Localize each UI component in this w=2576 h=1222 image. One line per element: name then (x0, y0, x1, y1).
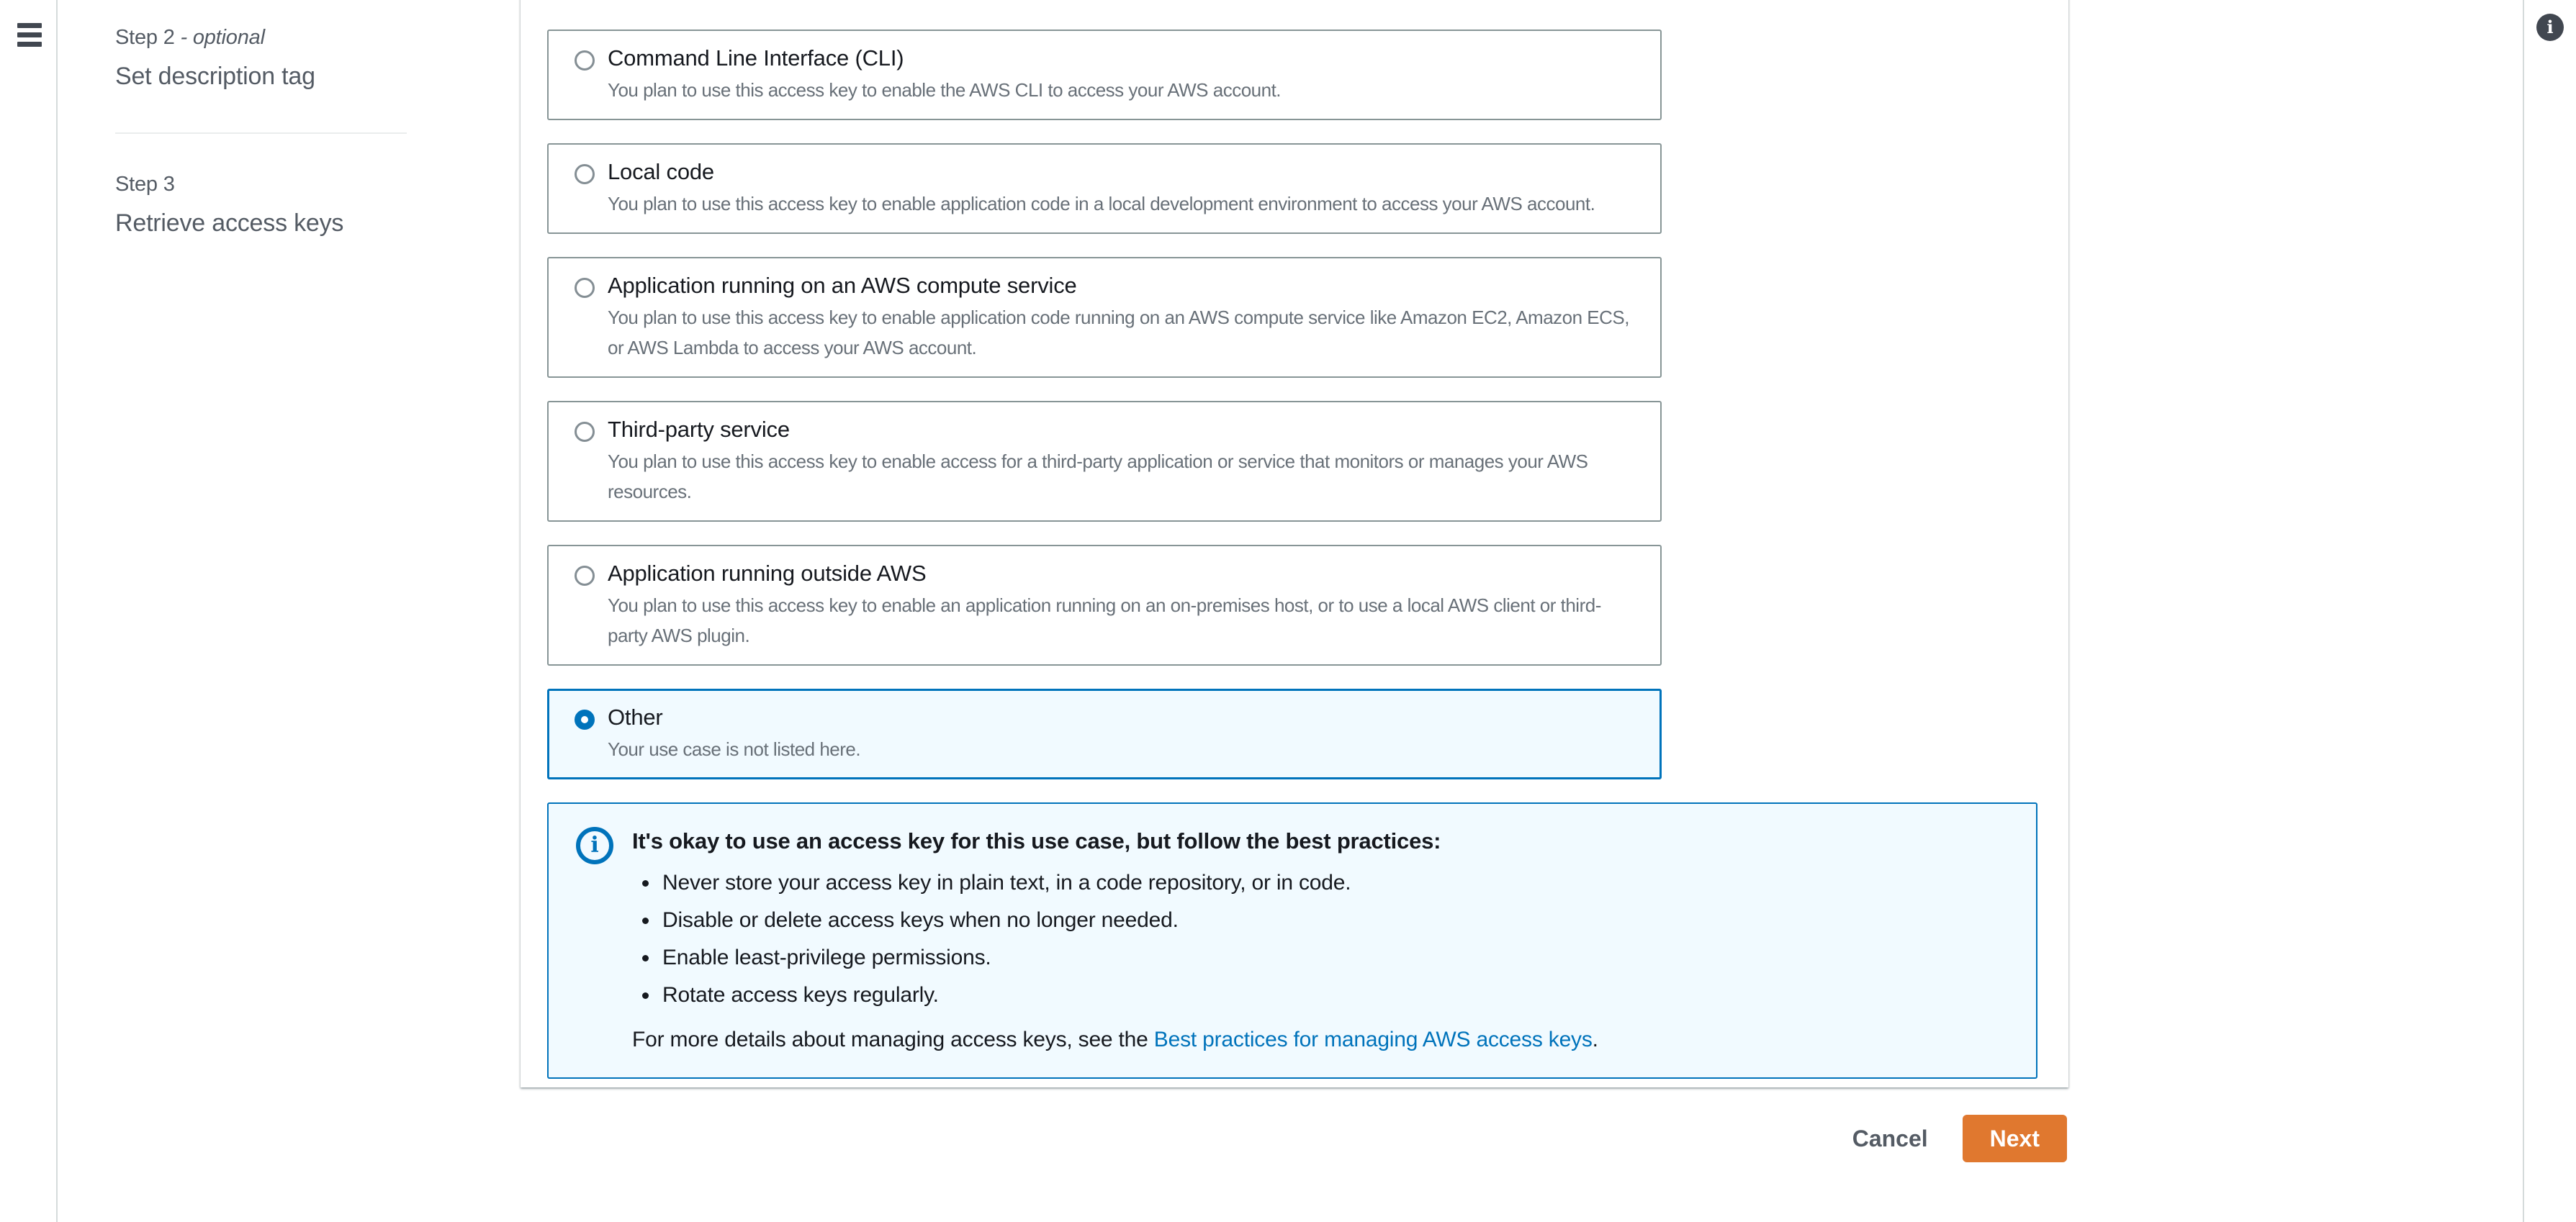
wizard-actions (1852, 1114, 2067, 1163)
radio-button[interactable] (575, 164, 595, 184)
option-title: Command Line Interface (CLI) (608, 45, 904, 71)
left-nav-rail (0, 0, 58, 1222)
use-case-option-aws-compute[interactable] (547, 257, 1662, 378)
help-panel-info-icon[interactable]: i (2536, 14, 2564, 41)
use-case-option-third-party[interactable] (547, 401, 1662, 522)
step-3-link[interactable]: Retrieve access keys (115, 209, 344, 237)
option-title: Third-party service (608, 417, 790, 442)
alert-title: It's okay to use an access key for this use case, but follow the best practices: (632, 828, 1441, 854)
use-case-option-outside-aws[interactable] (547, 545, 1662, 666)
radio-button[interactable] (575, 278, 595, 298)
option-description: You plan to use this access key to enable an application running on an on-premises host, or to use a local AWS client or third-party AWS plugin. (608, 594, 1601, 646)
hamburger-menu-icon[interactable] (17, 23, 42, 49)
option-title: Other (608, 705, 663, 730)
option-title: Application running on an AWS compute service (608, 273, 1077, 298)
next-button[interactable]: Next (1963, 1115, 2067, 1162)
steps-divider (115, 132, 407, 134)
wizard-step-2 (115, 24, 418, 92)
wizard-step-3 (115, 171, 418, 239)
alert-bullet-list (632, 864, 2010, 1014)
hamburger-bar (17, 32, 42, 37)
use-case-card (521, 0, 2068, 1087)
option-description: You plan to use this access key to enable application code in a local development environment to access your AWS account. (608, 193, 1595, 214)
alert-bullet: Rotate access keys regularly. (632, 977, 2010, 1014)
radio-button-selected[interactable] (575, 710, 595, 730)
option-description: You plan to use this access key to enable the AWS CLI to access your AWS account. (608, 79, 1282, 101)
alert-bullet: Disable or delete access keys when no longer needed. (632, 902, 2010, 939)
alert-footer: For more details about managing access keys, see the Best practices for managing AWS access keys. (632, 1028, 1598, 1051)
use-case-option-local-code[interactable] (547, 143, 1662, 234)
step-2-optional-flag: - optional (180, 26, 265, 49)
use-case-option-cli[interactable] (547, 30, 1662, 120)
use-case-options (521, 0, 2068, 779)
info-icon: i (576, 827, 613, 864)
radio-button[interactable] (575, 50, 595, 71)
best-practices-link[interactable]: Best practices for managing AWS access keys (1153, 1028, 1593, 1051)
option-title: Application running outside AWS (608, 561, 927, 586)
cancel-button[interactable]: Cancel (1852, 1125, 1928, 1151)
step-2-label: Step 2 - optional (115, 26, 265, 49)
right-help-rail (2523, 0, 2576, 1222)
option-description: You plan to use this access key to enable access for a third-party application or service that monitors or manages your AWS resources. (608, 451, 1588, 502)
step-2-link[interactable]: Set description tag (115, 63, 315, 90)
use-case-option-other[interactable] (547, 689, 1662, 779)
alert-bullet: Never store your access key in plain text, in a code repository, or in code. (632, 864, 2010, 902)
option-description: Your use case is not listed here. (608, 738, 861, 760)
option-description: You plan to use this access key to enable application code running on an AWS compute service like Amazon EC2, Amazon ECS, or AWS Lambda to access your AWS account. (608, 307, 1629, 358)
radio-button[interactable] (575, 566, 595, 586)
step-3-label: Step 3 (115, 173, 175, 196)
hamburger-bar (17, 42, 42, 47)
radio-button[interactable] (575, 422, 595, 442)
alert-bullet: Enable least-privilege permissions. (632, 939, 2010, 977)
option-title: Local code (608, 159, 714, 184)
hamburger-bar (17, 23, 42, 28)
wizard-steps-nav (115, 24, 418, 239)
best-practices-info-alert (547, 802, 2037, 1079)
